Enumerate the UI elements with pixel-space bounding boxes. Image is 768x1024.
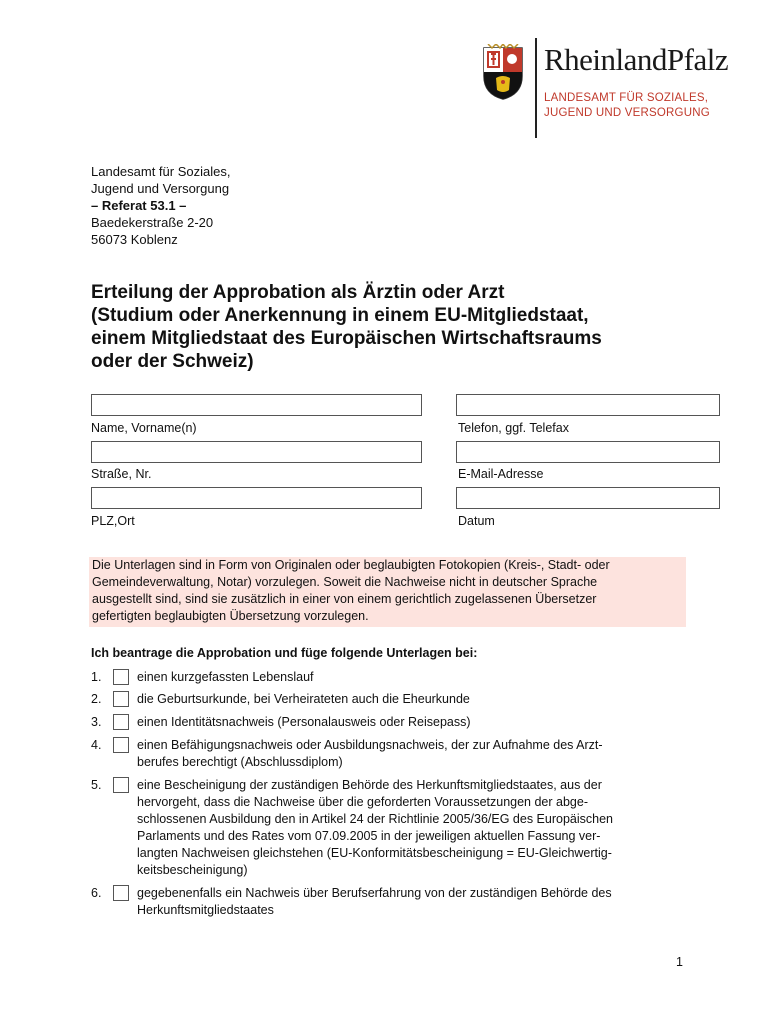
address-line: 56073 Koblenz	[91, 232, 178, 247]
item-checkbox[interactable]	[113, 669, 129, 685]
item-number: 2.	[91, 692, 102, 706]
title-line: (Studium oder Anerkennung in einem EU-Mitgliedstaat,	[91, 305, 589, 326]
title-line: einem Mitgliedstaat des Europäischen Wirtschaftsraums	[91, 328, 602, 349]
name-label: Name, Vorname(n)	[91, 421, 197, 435]
item-checkbox[interactable]	[113, 777, 129, 793]
item-text: Parlaments und des Rates vom 07.09.2005 in der jeweiligen aktuellen Fassung ver-	[137, 829, 601, 843]
form-title	[91, 281, 691, 373]
coat-of-arms-icon	[482, 44, 524, 100]
item-text: berufes berechtigt (Abschlussdiplom)	[137, 755, 343, 769]
address-line: Landesamt für Soziales,	[91, 164, 231, 179]
address-line: – Referat 53.1 –	[91, 198, 187, 213]
item-text: einen Identitätsnachweis (Personalausweis oder Reisepass)	[137, 715, 471, 729]
item-text: einen kurzgefassten Lebenslauf	[137, 670, 314, 684]
item-text: langten Nachweisen gleichstehen (EU-Konformitätsbescheinigung = EU-Gleichwertig-	[137, 846, 612, 860]
item-checkbox[interactable]	[113, 714, 129, 730]
name-field[interactable]	[91, 394, 422, 416]
date-label: Datum	[458, 514, 495, 528]
logo-divider	[535, 38, 537, 138]
page-number: 1	[676, 955, 683, 969]
item-number: 1.	[91, 670, 102, 684]
documents-intro: Ich beantrage die Approbation und füge folgende Unterlagen bei:	[91, 646, 478, 660]
item-text: einen Befähigungsnachweis oder Ausbildungsnachweis, der zur Aufnahme des Arzt-	[137, 738, 603, 752]
item-number: 6.	[91, 886, 102, 900]
notice-line: Gemeindeverwaltung, Notar) vorzulegen. Soweit die Nachweise nicht in deutscher Sprache	[92, 575, 598, 589]
notice-line: Die Unterlagen sind in Form von Originalen oder beglaubigten Fotokopien (Kreis-, Stadt- oder	[92, 558, 610, 572]
item-number: 5.	[91, 778, 102, 792]
item-checkbox[interactable]	[113, 691, 129, 707]
phone-field[interactable]	[456, 394, 720, 416]
recipient-address	[91, 163, 230, 248]
phone-label: Telefon, ggf. Telefax	[458, 421, 569, 435]
item-text: schlossenen Ausbildung den in Artikel 24 der Richtlinie 2005/36/EG des Europäischen	[137, 812, 614, 826]
item-number: 4.	[91, 738, 102, 752]
address-line: Jugend und Versorgung	[91, 181, 230, 196]
item-text: eine Bescheinigung der zuständigen Behörde des Herkunftsmitgliedstaates, aus der	[137, 778, 602, 792]
item-number: 3.	[91, 715, 102, 729]
notice-line: gefertigten beglaubigten Übersetzung vorzulegen.	[92, 609, 369, 623]
title-line: Erteilung der Approbation als Ärztin oder Arzt	[91, 282, 505, 303]
address-line: Baedekerstraße 2-20	[91, 215, 214, 230]
city-label: PLZ,Ort	[91, 514, 135, 528]
notice-line: ausgestellt sind, sind sie zusätzlich in einer von einem gerichtlich zugelassenen Übersetzer	[92, 592, 597, 606]
email-label: E-Mail-Adresse	[458, 467, 544, 481]
street-field[interactable]	[91, 441, 422, 463]
title-line: oder der Schweiz)	[91, 351, 254, 372]
email-field[interactable]	[456, 441, 720, 463]
logo-dept-line1: LANDESAMT FÜR SOZIALES,	[544, 92, 709, 104]
rlp-logo	[478, 36, 728, 156]
item-text: hervorgeht, dass die Nachweise über die geforderten Voraussetzungen der abge-	[137, 795, 588, 809]
item-checkbox[interactable]	[113, 737, 129, 753]
item-text: keitsbescheinigung)	[137, 863, 248, 877]
notice-box	[89, 557, 686, 627]
street-label: Straße, Nr.	[91, 467, 152, 481]
city-field[interactable]	[91, 487, 422, 509]
item-text: Herkunftsmitgliedstaates	[137, 903, 274, 917]
date-field[interactable]	[456, 487, 720, 509]
item-checkbox[interactable]	[113, 885, 129, 901]
logo-dept-line2: JUGEND UND VERSORGUNG	[544, 107, 710, 119]
item-text: die Geburtsurkunde, bei Verheirateten auch die Eheurkunde	[137, 692, 470, 706]
logo-name: RheinlandPfalz	[544, 42, 729, 77]
item-text: gegebenenfalls ein Nachweis über Berufserfahrung von der zuständigen Behörde des	[137, 886, 612, 900]
